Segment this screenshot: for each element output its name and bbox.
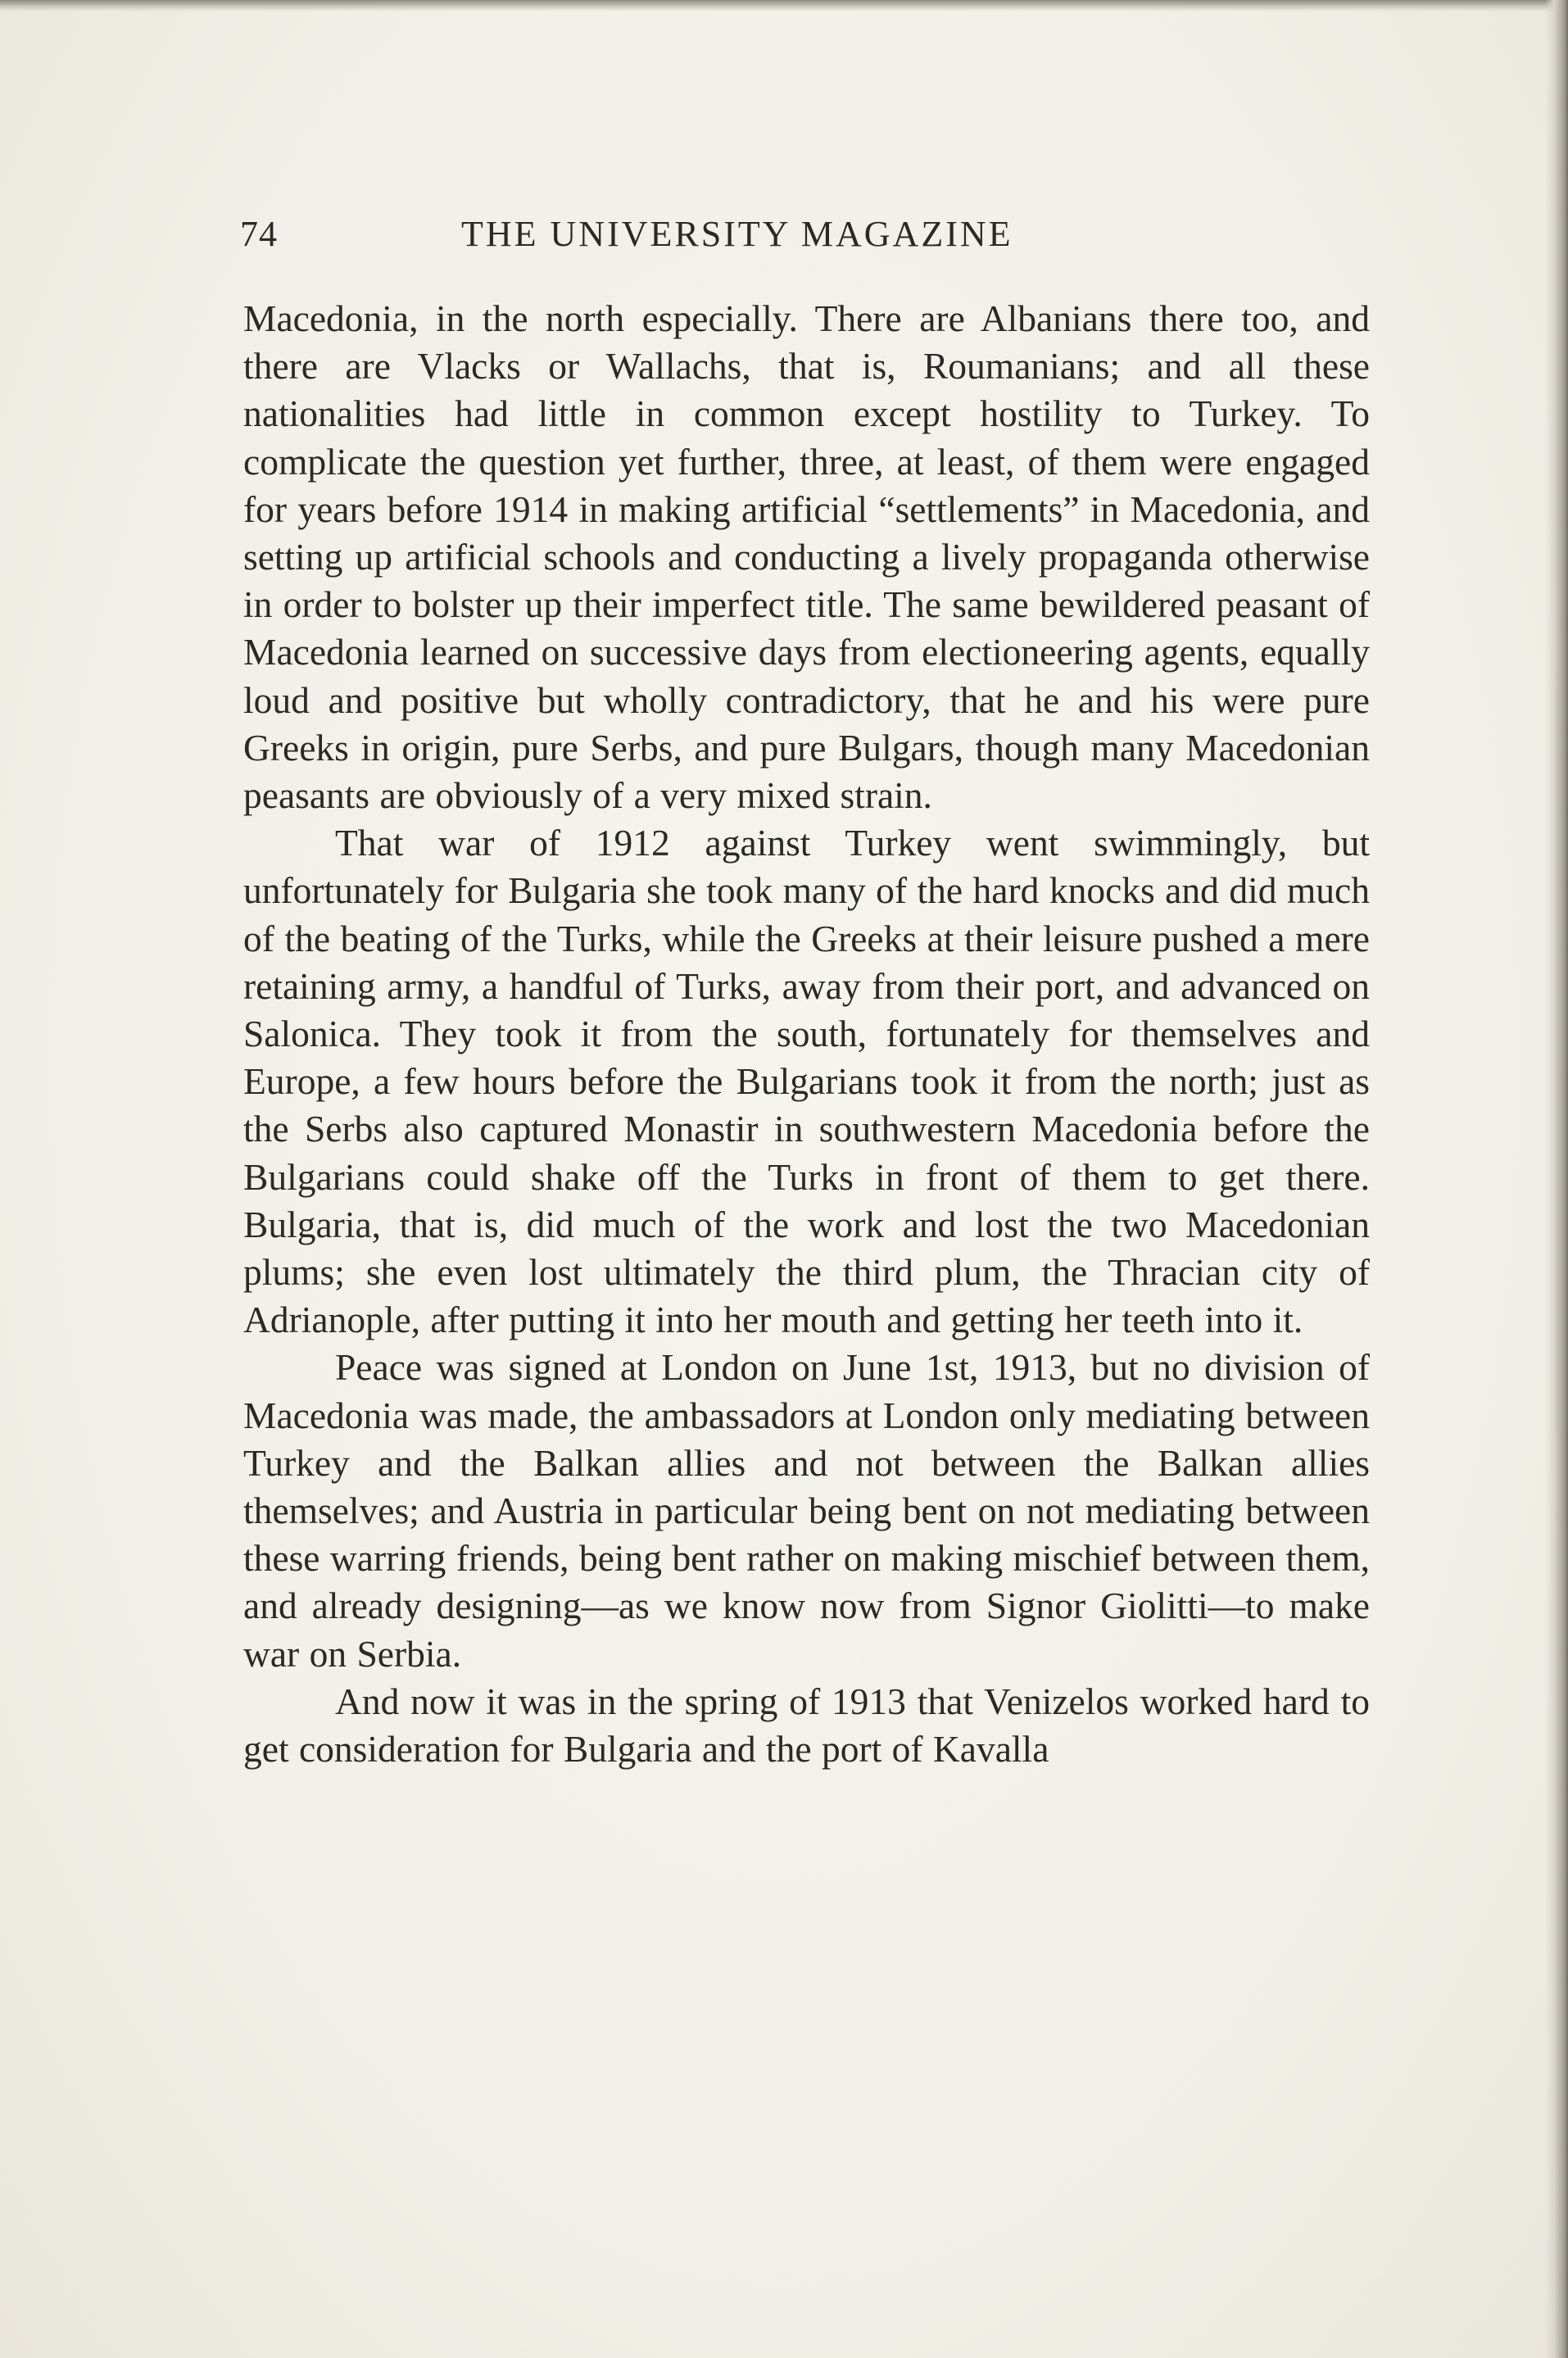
page-header <box>240 213 1135 262</box>
body-text <box>243 295 1370 1773</box>
page-number: 74 <box>240 214 278 254</box>
paragraph-1: Macedonia, in the north especially. There are Albanians there too, and there are Vlacks or Wallachs, that is, Roumanians; and all these nationalities had little in common except hostility to Turkey. To complicate the question yet further, three, at least, of them were engaged for years before 1914 in making artificial “settlements” in Macedonia, and setting up artificial schools and conducting a lively propaganda otherwise in order to bolster up their imperfect title. The same bewildered peasant of Macedonia learned on successive days from electioneering agents, equally loud and positive but wholly contradictory, that he and his were pure Greeks in origin, pure Serbs, and pure Bulgars, though many Macedonian peasants are obviously of a very mixed strain. <box>243 297 1370 817</box>
paragraph-3: Peace was signed at London on June 1st, 1913, but no division of Macedonia was made, the ambassadors at London only mediating between Turkey and the Balkan allies and not between the Balkan allies themselves; and Austria in particular being bent on not mediating between these warring friends, being bent rather on making mischief between them, and already designing—as we know now from Signor Giolitti—to make war on Serbia. <box>243 1346 1370 1675</box>
paragraph-4: And now it was in the spring of 1913 that Venizelos worked hard to get consideration for Bulgaria and the port of Kavalla <box>243 1680 1370 1771</box>
running-head: THE UNIVERSITY MAGAZINE <box>461 214 1013 254</box>
page-binding-shadow <box>1545 0 1568 2358</box>
paragraph-2: That war of 1912 against Turkey went swimmingly, but unfortunately for Bulgaria she took many of the hard knocks and did much of the beating of the Turks, while the Greeks at their leisure pushed a mere retaining army, a handful of Turks, away from their port, and advanced on Salonica. They took it from the south, fortunately for themselves and Europe, a few hours before the Bulgarians took it from the north; just as the Serbs also captured Monastir in southwestern Macedonia before the Bulgarians could shake off the Turks in front of them to get there. Bulgaria, that is, did much of the work and lost the two Macedonian plums; she even lost ultimately the third plum, the Thracian city of Adrianople, after putting it into her mouth and getting her teeth into it. <box>243 822 1370 1341</box>
page-top-shadow <box>0 0 1568 11</box>
